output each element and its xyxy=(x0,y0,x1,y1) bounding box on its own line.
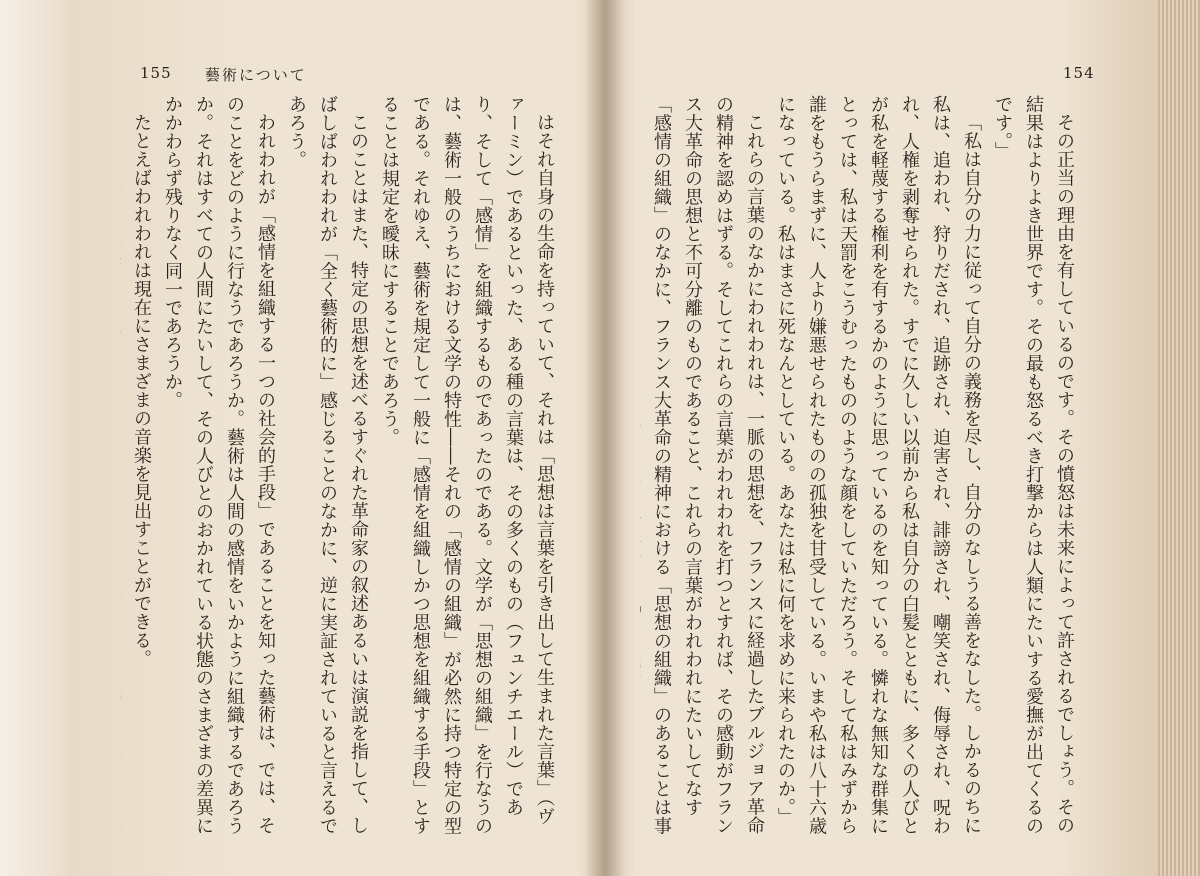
paragraph: はそれ自身の生命を持っていて、それは「思想は言葉を引き出して生まれた言葉」（ヴァーミン）であるといった、ある種の言葉は、その多くのもの（フュンチエール）であり、そして「感情」を組織するものであったのである。文学が「思想の組織」を行なうのは、藝術一般のうちにおける文学の特性――それの「感情の組織」が必然に持つ特定の型である。それゆえ、藝術を規定して一般に「感情を組織しかつ思想を組織する手段」とすることは規定を曖昧にすることであろう。 xyxy=(379,95,555,835)
book-gutter xyxy=(585,0,625,876)
page-number-left: 155 xyxy=(140,64,172,82)
page-number-right: 154 xyxy=(1063,64,1095,82)
paragraph: その正当の理由を有しているのです。その憤怒は未来によって許されるでしょう。その結果はよりよき世界です。その最も怒るべき打撃からは人類にたいする愛撫が出てくるのです。」 xyxy=(992,95,1075,835)
paragraph: 「私は自分の力に従って自分の義務を尽し、自分のなしうる善をなした。しかるのちに私は、追われ、狩りだされ、追跡され、迫害され、誹謗され、嘲笑され、侮辱され、呪われ、人権を剥奪せられた。すでに久しい以前から私は自分の白髪とともに、多くの人びとが私を軽蔑する権利を有するかのように思っているのを知っている。憐れな無知な群集にとっては、私は天罰をこうむったもののような顔をしていただろう。そして私はみずから誰をもうらまずに、人より嫌悪せられたものの孤独を甘受している。いまや私は八十六歳になっている。私はまさに死なんとしている。あなたは私に何を求めに来られたのか。」 xyxy=(775,95,982,835)
right-page-body xyxy=(640,95,1080,835)
running-head: 藝術について xyxy=(205,66,307,84)
paragraph: このことはまた、特定の思想を述べるすぐれた革命家の叙述あるいは演説を指して、しばしばわれわれが「全く藝術的に」感じることのなかに、逆に実証されていると言えるであろう。 xyxy=(286,95,369,835)
page-edge-left xyxy=(0,0,70,876)
page-edge-stack xyxy=(1158,0,1200,876)
paragraph: われわれが「感情を組織する一つの社会的手段」であることを知った藝術は、では、そのことをどのように行なうであろうか。藝術は人間の感情をいかように組織するであろうか。それはすべての人間にたいして、その人びとのおかれている状態のさまざまの差異にかかわらず残りなく同一であろうか。 xyxy=(162,95,276,835)
left-page-body xyxy=(120,95,560,835)
paragraph: たとえばわれわれは現在にさまざまの音楽を見出すことができる。 xyxy=(131,113,152,668)
paragraph xyxy=(120,95,126,835)
paragraph: これらの言葉のなかにわれわれは、一脈の思想を、フランスに経過したブルジョア革命の精神を認めはずる。そしてこれらの言葉がわれわれを打つとすれば、その感動がフランス大革命の思想と不可分離のものであること、これらの言葉がわれわれにたいしてなす「感情の組織」のなかに、フランス大革命の精神における「思想の組織」のあることは事 xyxy=(651,95,765,835)
